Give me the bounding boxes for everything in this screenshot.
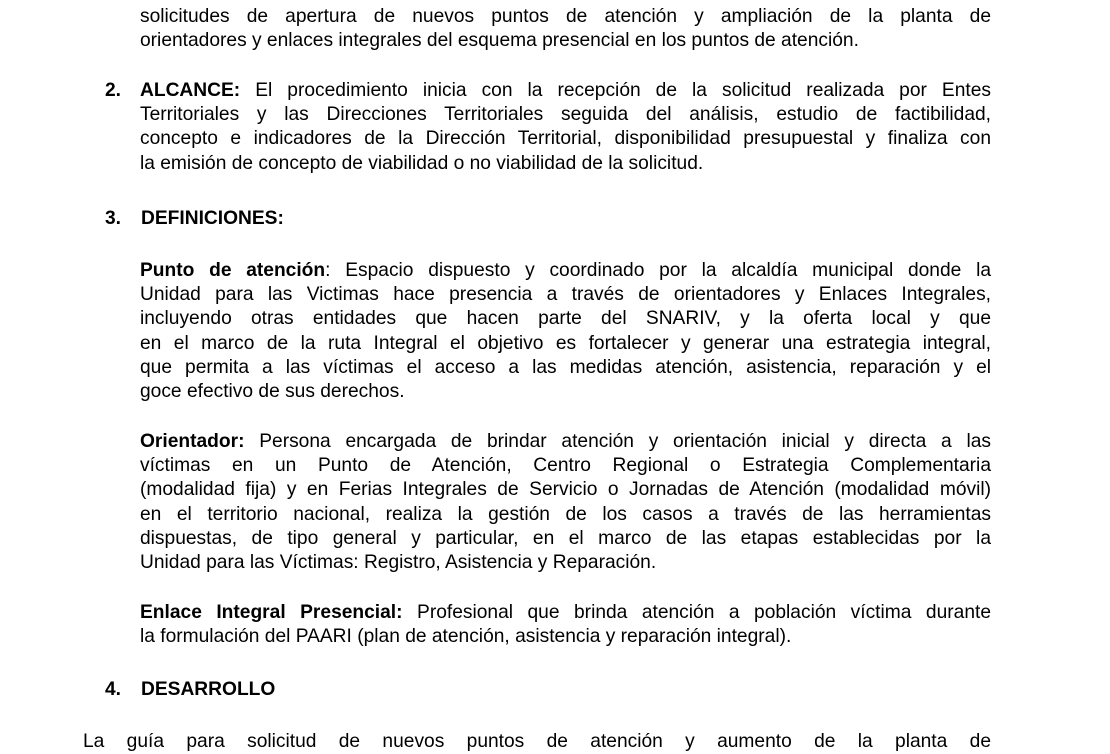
alcance-line: concepto e indicadores de la Dirección Territorial, disponibilidad presupuestal y finaliza con — [140, 128, 991, 150]
definition-line: goce efectivo de sus derechos. — [140, 381, 405, 403]
definition-line: Enlace Integral Presencial: Profesional que brinda atención a población víctima durante — [140, 602, 991, 623]
intro-line: solicitudes de apertura de nuevos puntos de atención y ampliación de la planta de — [140, 6, 991, 27]
alcance-line: ALCANCE: El procedimiento inicia con la recepción de la solicitud realizada por Entes — [140, 80, 991, 101]
definition-term: Enlace Integral Presencial: — [140, 602, 403, 623]
definition-orientador — [140, 430, 991, 575]
definition-line: Punto de atención: Espacio dispuesto y coordinado por la alcaldía municipal donde la — [140, 260, 991, 281]
definition-line: (modalidad fija) y en Ferias Integrales de Servicio o Jornadas de Atención (modalidad móvil) — [140, 479, 991, 501]
alcance-paragraph — [140, 79, 991, 176]
section-definiciones-heading — [105, 207, 284, 231]
section-number: 4. — [105, 679, 122, 700]
definition-line: que permita a las víctimas el acceso a las medidas atención, asistencia, reparación y el — [140, 356, 991, 378]
section-desarrollo-heading — [105, 678, 275, 702]
intro-line: orientadores y enlaces integrales del esquema presencial en los puntos de atención. — [140, 30, 859, 52]
intro-paragraph — [140, 5, 991, 53]
definition-term: Punto de atención — [140, 260, 326, 281]
definition-line: en el marco de la ruta Integral el objetivo es fortalecer y generar una estrategia integral, — [140, 332, 991, 354]
definition-line: en el territorio nacional, realiza la gestión de los casos a través de las herramientas — [140, 503, 991, 525]
definition-punto-de-atencion — [140, 259, 991, 404]
section-title: DEFINICIONES: — [141, 208, 284, 229]
definition-line: Orientador: Persona encargada de brindar atención y orientación inicial y directa a las — [140, 431, 991, 452]
definition-line: víctimas en un Punto de Atención, Centro Regional o Estrategia Complementaria — [140, 455, 991, 477]
definition-line: Unidad para las Victimas hace presencia a través de orientadores y Enlaces Integrales, — [140, 284, 991, 306]
definition-line: incluyendo otras entidades que hacen parte del SNARIV, y la oferta local y que — [140, 308, 991, 330]
definition-line: Unidad para las Víctimas: Registro, Asistencia y Reparación. — [140, 552, 657, 574]
definition-term: Orientador: — [140, 431, 245, 452]
section-title: DESARROLLO — [141, 679, 276, 700]
closing-paragraph-line: La guía para solicitud de nuevos puntos de atención y aumento de la planta de — [83, 731, 991, 752]
alcance-title: ALCANCE: — [140, 80, 241, 101]
definition-line: dispuestas, de tipo general y particular, en el marco de las etapas establecidas por la — [140, 527, 991, 549]
alcance-line: la emisión de concepto de viabilidad o no viabilidad de la solicitud. — [140, 152, 704, 174]
definition-enlace-integral — [140, 601, 991, 649]
alcance-line: Territoriales y las Direcciones Territoriales seguida del análisis, estudio de factibilidad, — [140, 104, 991, 126]
section-number: 3. — [105, 208, 122, 229]
definition-line: la formulación del PAARI (plan de atención, asistencia y reparación integral). — [140, 626, 792, 648]
section-alcance-number: 2. — [105, 80, 122, 101]
